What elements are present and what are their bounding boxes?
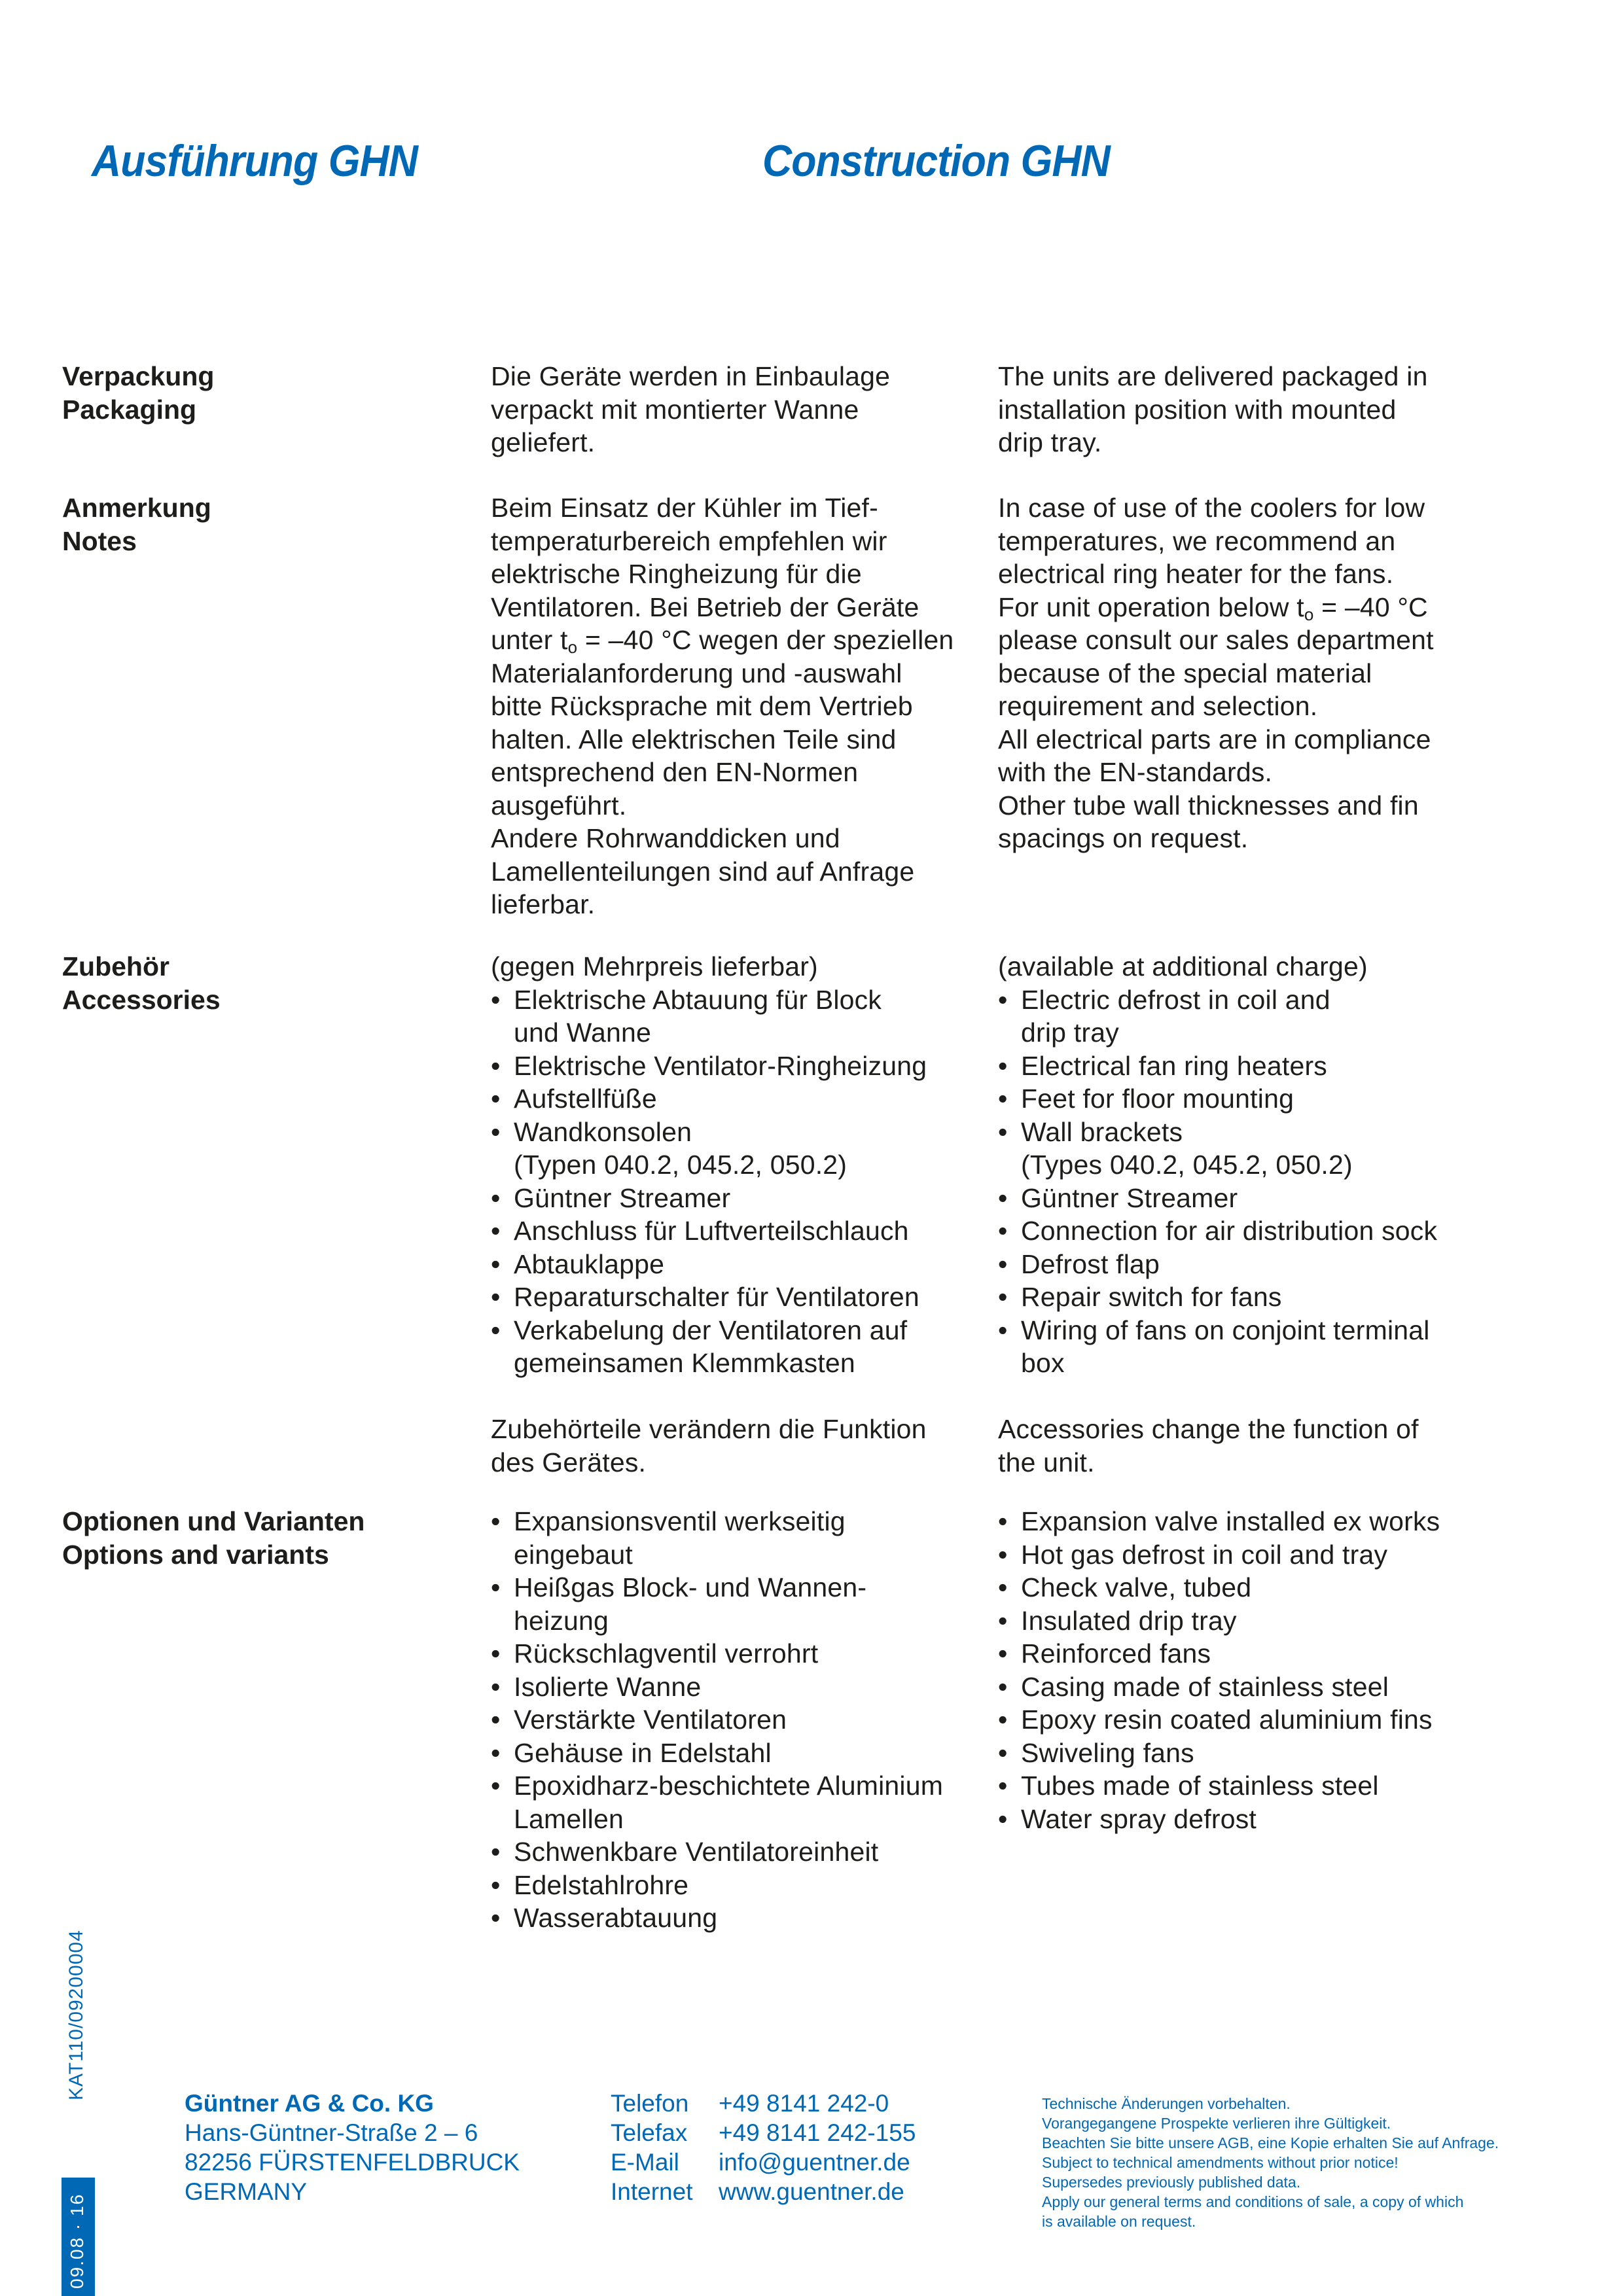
text-line: halten. Alle elektrischen Teile sind	[491, 724, 897, 754]
list-item	[491, 1082, 988, 1116]
list-item-line: • Anschluss für Luftverteilschlauch	[514, 1216, 909, 1246]
text-line: because of the special material	[998, 658, 1372, 688]
list-item-line: • Gehäuse in Edelstahl	[514, 1737, 772, 1768]
list-item	[998, 1050, 1522, 1083]
subscript: o	[1304, 604, 1314, 624]
text-line: Zubehörteile verändern die Funktion	[491, 1414, 927, 1444]
text-line: please consult our sales department	[998, 625, 1434, 655]
accessories-intro: (gegen Mehrpreis lieferbar)	[491, 951, 818, 981]
list-item-line: • Reparaturschalter für Ventilatoren	[514, 1282, 919, 1312]
list-item-line: • Aufstellfüße	[514, 1084, 657, 1114]
page-title-en: Construction GHN	[762, 136, 1110, 186]
list-item-line: • Swiveling fans	[1021, 1737, 1194, 1768]
text-line: Accessories change the function of	[998, 1414, 1419, 1444]
options-list-de	[491, 1505, 988, 1935]
text-line: Materialanforderung und -auswahl	[491, 658, 902, 688]
company-city: 82256 FÜRSTENFELDBRUCK	[185, 2149, 520, 2176]
company-country: GERMANY	[185, 2178, 308, 2205]
footer-contact	[611, 2089, 916, 2206]
list-item-line: • Epoxy resin coated aluminium fins	[1021, 1704, 1433, 1735]
section-label	[62, 491, 468, 557]
legal-line: is available on request.	[1042, 2213, 1196, 2230]
list-item	[491, 1116, 988, 1182]
label-en: Packaging	[62, 394, 197, 425]
list-item	[491, 983, 988, 1050]
text-fragment: = –40 °C	[1313, 592, 1428, 622]
section-label	[62, 1505, 468, 1571]
list-item-line: • Wandkonsolen	[514, 1116, 692, 1147]
list-item-line: • Verkabelung der Ventilatoren auf	[514, 1315, 908, 1345]
list-item	[998, 1737, 1522, 1770]
list-item-line: • Elektrische Abtauung für Block	[514, 984, 882, 1015]
list-item	[491, 1182, 988, 1215]
list-item-line: • Hot gas defrost in coil and tray	[1021, 1539, 1388, 1570]
list-item-line: • Verstärkte Ventilatoren	[514, 1704, 787, 1735]
text-line: Other tube wall thicknesses and fin	[998, 790, 1419, 821]
packaging-text-en	[998, 360, 1522, 459]
email-link[interactable]: info@guentner.de	[719, 2149, 910, 2176]
text-line: the unit.	[998, 1447, 1095, 1477]
list-item-line: • Heißgas Block- und Wannen-	[514, 1572, 867, 1602]
list-item-line: • Tubes made of stainless steel	[1021, 1771, 1379, 1801]
list-item	[998, 1082, 1522, 1116]
date-label: 09.08 · 16	[67, 2193, 87, 2289]
text-line: Andere Rohrwanddicken und	[491, 823, 840, 853]
section-label	[62, 950, 468, 1016]
list-item-line: • Rückschlagventil verrohrt	[514, 1638, 819, 1669]
label-en: Notes	[62, 525, 137, 556]
contact-phone-value[interactable]: +49 8141 242-0	[719, 2090, 889, 2117]
list-item-line: • Wasserabtauung	[514, 1903, 718, 1933]
list-item	[491, 1314, 988, 1380]
footer-company-address	[185, 2089, 520, 2206]
text-line: requirement and selection.	[998, 691, 1318, 721]
label-de: Optionen und Varianten	[62, 1506, 365, 1536]
accessories-intro: (available at additional charge)	[998, 951, 1368, 981]
list-item	[491, 1214, 988, 1248]
list-item-line: • Güntner Streamer	[1021, 1182, 1238, 1213]
list-item	[998, 1769, 1522, 1803]
accessories-text-en	[998, 950, 1522, 1479]
list-item-line: • Feet for floor mounting	[1021, 1084, 1294, 1114]
accessories-list-en	[998, 983, 1522, 1380]
text-line: lieferbar.	[491, 889, 596, 919]
text-line: spacings on request.	[998, 823, 1249, 853]
list-item	[998, 1703, 1522, 1737]
text-line: Ventilatoren. Bei Betrieb der Geräte	[491, 592, 919, 622]
website-link[interactable]: www.guentner.de	[719, 2178, 904, 2205]
list-item	[491, 1670, 988, 1704]
list-item	[491, 1505, 988, 1571]
text-line: bitte Rücksprache mit dem Vertrieb	[491, 691, 913, 721]
list-item-line: (Types 040.2, 045.2, 050.2)	[1021, 1150, 1353, 1180]
list-item	[998, 1538, 1522, 1572]
label-en: Options and variants	[62, 1539, 329, 1570]
contact-key: Telefon	[611, 2090, 689, 2117]
text-line: verpackt mit montierter Wanne	[491, 394, 859, 425]
contact-fax-value: +49 8141 242-155	[719, 2119, 916, 2146]
legal-line: Supersedes previously published data.	[1042, 2174, 1301, 2191]
legal-line: Beachten Sie bitte unsere AGB, eine Kopie erhalten Sie auf Anfrage.	[1042, 2134, 1499, 2151]
list-item-line: • Epoxidharz-beschichtete Aluminium	[514, 1771, 944, 1801]
footer-legal-notice	[1042, 2094, 1499, 2231]
list-item-line: • Insulated drip tray	[1021, 1605, 1237, 1636]
list-item-line: • Abtauklappe	[514, 1248, 665, 1279]
list-item-line: Lamellen	[514, 1803, 624, 1834]
text-line: Die Geräte werden in Einbaulage	[491, 361, 891, 391]
list-item-line: • Connection for air distribution sock	[1021, 1216, 1438, 1246]
document-code: KAT110/09200004	[65, 1930, 87, 2100]
list-item-line: eingebaut	[514, 1539, 633, 1570]
label-de: Zubehör	[62, 951, 169, 981]
list-item	[998, 983, 1522, 1050]
list-item-line: • Wiring of fans on conjoint terminal	[1021, 1315, 1430, 1345]
list-item-line: • Expansion valve installed ex works	[1021, 1506, 1440, 1536]
list-item	[491, 1703, 988, 1737]
company-name: Güntner AG & Co. KG	[185, 2090, 434, 2117]
text-line: installation position with mounted	[998, 394, 1397, 425]
label-de: Verpackung	[62, 361, 215, 391]
text-line: The units are delivered packaged in	[998, 361, 1428, 391]
list-item	[998, 1571, 1522, 1604]
list-item-line: • Expansionsventil werkseitig	[514, 1506, 846, 1536]
list-item-line: und Wanne	[514, 1017, 651, 1048]
list-item-line: • Isolierte Wanne	[514, 1671, 702, 1702]
text-line: temperaturbereich empfehlen wir	[491, 525, 887, 556]
list-item	[998, 1248, 1522, 1281]
list-item	[491, 1637, 988, 1670]
text-line: ausgeführt.	[491, 790, 627, 821]
label-en: Accessories	[62, 984, 221, 1015]
legal-line: Subject to technical amendments without prior notice!	[1042, 2154, 1399, 2171]
list-item-line: • Wall brackets	[1021, 1116, 1183, 1147]
text-line: Lamellenteilungen sind auf Anfrage	[491, 856, 915, 887]
list-item-line: heizung	[514, 1605, 609, 1636]
list-item	[998, 1803, 1522, 1836]
list-item-line: • Repair switch for fans	[1021, 1282, 1282, 1312]
text-line: Beim Einsatz der Kühler im Tief-	[491, 493, 878, 523]
list-item-line: • Elektrische Ventilator-Ringheizung	[514, 1050, 927, 1081]
legal-line: Technische Änderungen vorbehalten.	[1042, 2095, 1291, 2112]
list-item	[998, 1604, 1522, 1638]
text-fragment: = –40 °C wegen der speziellen	[577, 625, 954, 655]
list-item	[998, 1637, 1522, 1670]
text-line: elektrische Ringheizung für die	[491, 559, 862, 589]
list-item-line: box	[1021, 1348, 1065, 1378]
list-item-line: • Defrost flap	[1021, 1248, 1160, 1279]
text-line-temperature	[491, 624, 988, 657]
text-line: temperatures, we recommend an	[998, 525, 1396, 556]
list-item	[491, 1869, 988, 1902]
list-item	[998, 1214, 1522, 1248]
text-fragment: unter t	[491, 625, 568, 655]
section-label	[62, 360, 468, 426]
list-item	[998, 1505, 1522, 1538]
contact-key: Telefax	[611, 2119, 688, 2146]
contact-key: Internet	[611, 2178, 693, 2205]
list-item-line: • Electrical fan ring heaters	[1021, 1050, 1328, 1081]
notes-text-de	[491, 491, 988, 921]
company-street: Hans-Güntner-Straße 2 – 6	[185, 2119, 478, 2146]
text-line: with the EN-standards.	[998, 757, 1273, 787]
contact-internet	[611, 2177, 916, 2206]
accessories-text-de	[491, 950, 988, 1479]
label-de: Anmerkung	[62, 493, 211, 523]
text-line: geliefert.	[491, 427, 596, 457]
page-title-de: Ausführung GHN	[92, 136, 418, 186]
notes-text-en	[998, 491, 1522, 855]
list-item	[491, 1050, 988, 1083]
subscript: o	[567, 637, 578, 657]
list-item-line: • Casing made of stainless steel	[1021, 1671, 1389, 1702]
list-item-line: • Edelstahlrohre	[514, 1869, 689, 1900]
list-item	[998, 1670, 1522, 1704]
options-list-en	[998, 1505, 1522, 1835]
list-item	[998, 1280, 1522, 1314]
list-item-line: drip tray	[1021, 1017, 1119, 1048]
packaging-text-de	[491, 360, 988, 459]
contact-phone	[611, 2089, 916, 2118]
text-line: drip tray.	[998, 427, 1102, 457]
list-item	[491, 1280, 988, 1314]
date-badge	[62, 2178, 95, 2296]
list-item	[491, 1571, 988, 1637]
list-item-line: • Reinforced fans	[1021, 1638, 1211, 1669]
list-item-line: • Check valve, tubed	[1021, 1572, 1252, 1602]
list-item	[491, 1737, 988, 1770]
text-line: des Gerätes.	[491, 1447, 647, 1477]
options-text-en	[998, 1505, 1522, 1835]
text-line-temperature	[998, 591, 1522, 624]
legal-line: Apply our general terms and conditions of sale, a copy of which	[1042, 2193, 1464, 2210]
list-item-line: • Electric defrost in coil and	[1021, 984, 1330, 1015]
list-item-line: (Typen 040.2, 045.2, 050.2)	[514, 1150, 847, 1180]
list-item	[998, 1314, 1522, 1380]
list-item-line: • Schwenkbare Ventilatoreinheit	[514, 1837, 879, 1867]
options-text-de	[491, 1505, 988, 1935]
list-item	[491, 1901, 988, 1935]
list-item-line: gemeinsamen Klemmkasten	[514, 1348, 855, 1378]
list-item-line: • Water spray defrost	[1021, 1803, 1257, 1834]
text-line: All electrical parts are in compliance	[998, 724, 1431, 754]
text-line: electrical ring heater for the fans.	[998, 559, 1394, 589]
contact-key: E-Mail	[611, 2149, 679, 2176]
text-line: entsprechend den EN-Normen	[491, 757, 859, 787]
list-item	[491, 1835, 988, 1869]
list-item	[491, 1248, 988, 1281]
text-fragment: For unit operation below t	[998, 592, 1304, 622]
list-item	[998, 1116, 1522, 1182]
list-item	[491, 1769, 988, 1835]
list-item-line: • Güntner Streamer	[514, 1182, 731, 1213]
contact-fax	[611, 2118, 916, 2147]
list-item	[998, 1182, 1522, 1215]
accessories-list-de	[491, 983, 988, 1380]
contact-email	[611, 2147, 916, 2177]
text-line: In case of use of the coolers for low	[998, 493, 1425, 523]
legal-line: Vorangegangene Prospekte verlieren ihre Gültigkeit.	[1042, 2115, 1391, 2132]
